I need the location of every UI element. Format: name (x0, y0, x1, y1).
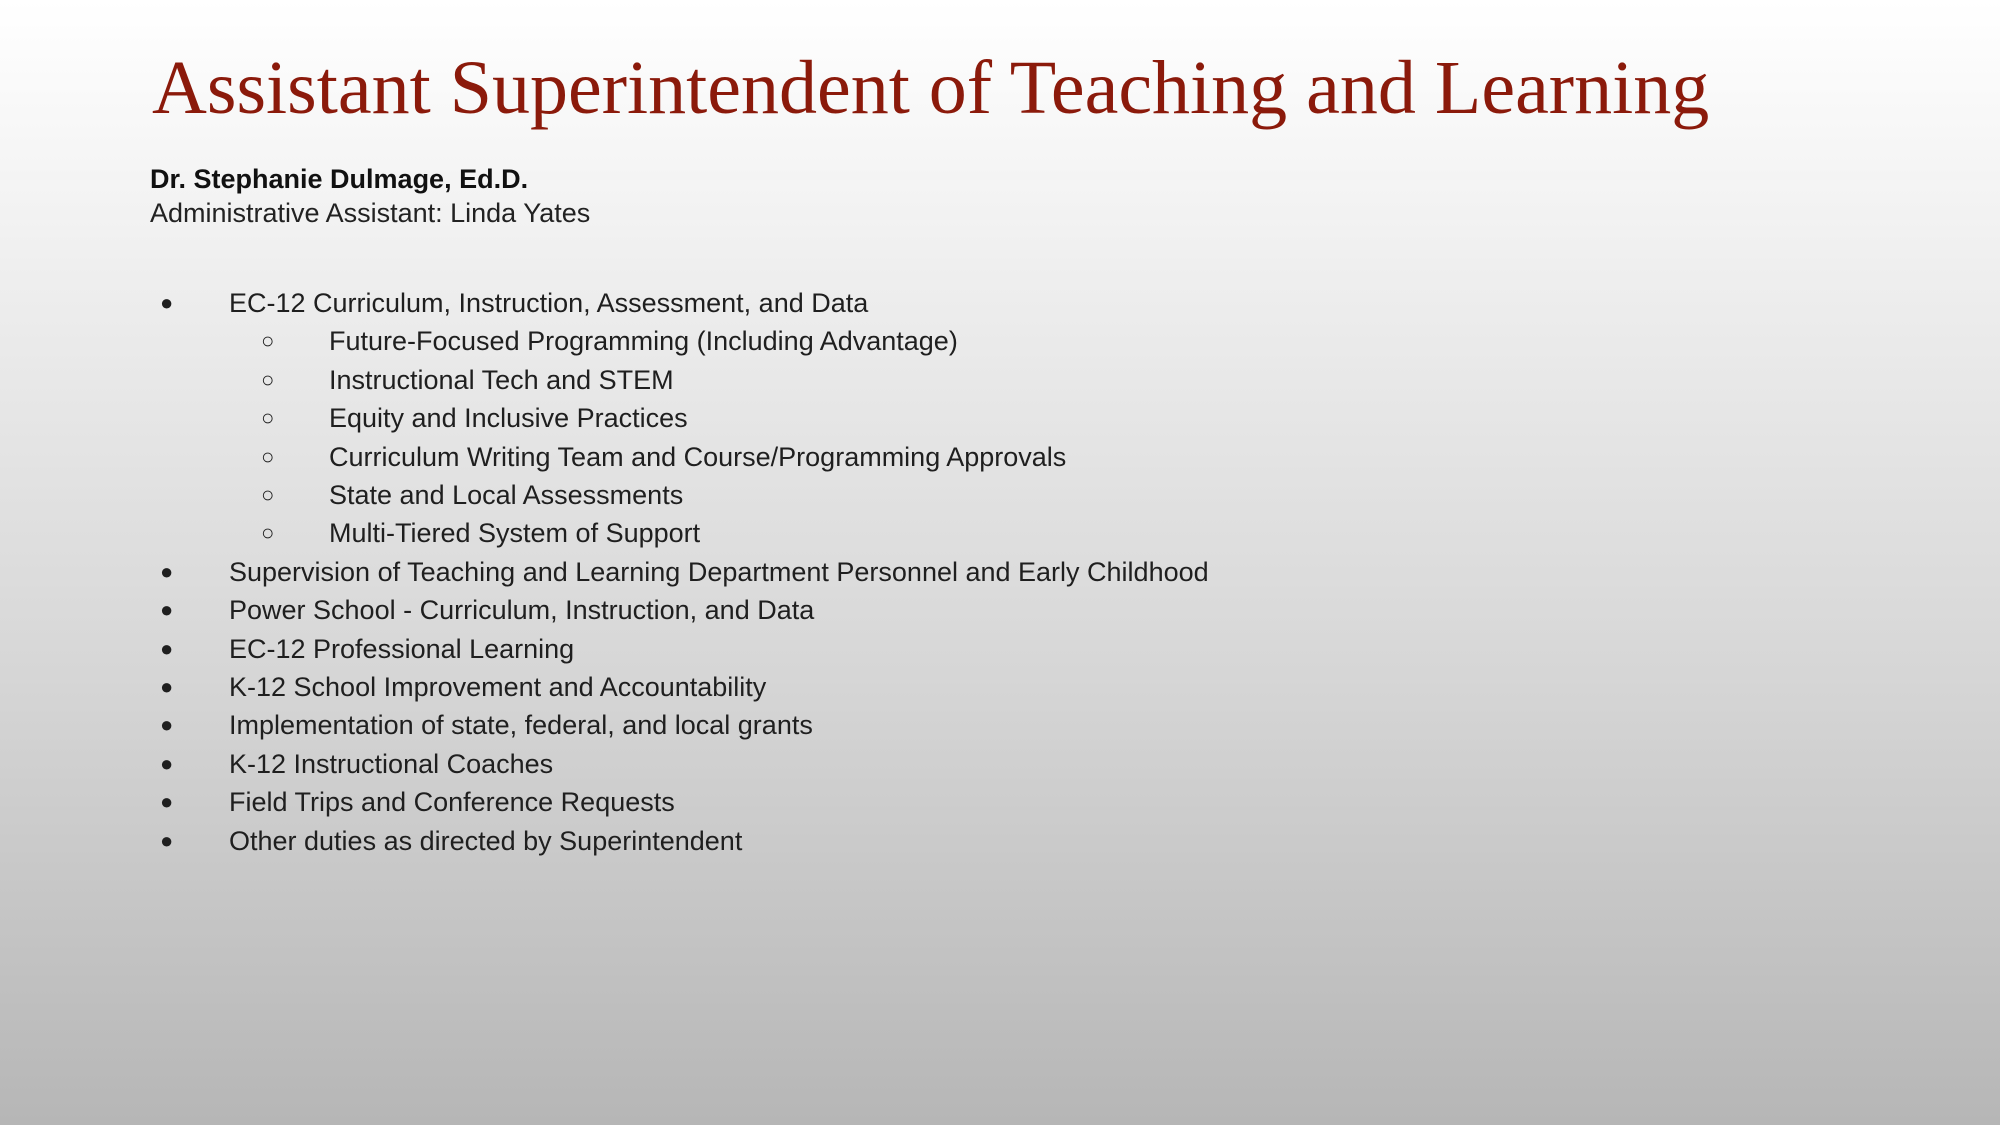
subduty-text: Instructional Tech and STEM (329, 364, 674, 395)
bullet-icon: ● (160, 789, 174, 815)
hollow-bullet-icon: ○ (261, 405, 275, 431)
duty-item (150, 745, 1209, 783)
bullet-icon: ● (160, 827, 174, 853)
hollow-bullet-icon: ○ (261, 328, 275, 354)
duty-item (150, 822, 1209, 860)
duty-text: Power School - Curriculum, Instruction, and Data (229, 595, 815, 626)
subduty-item (229, 514, 1209, 552)
duty-text: Supervision of Teaching and Learning Department Personnel and Early Childhood (229, 556, 1209, 587)
subduty-item (229, 399, 1209, 437)
duty-item (150, 553, 1209, 591)
person-block (150, 162, 590, 230)
duties-list (150, 284, 1209, 860)
bullet-icon: ● (160, 597, 174, 623)
duty-text: Other duties as directed by Superintendent (229, 825, 743, 856)
administrative-assistant: Administrative Assistant: Linda Yates (150, 198, 591, 228)
duty-item (150, 591, 1209, 629)
hollow-bullet-icon: ○ (261, 366, 275, 392)
bullet-icon: ● (160, 750, 174, 776)
duty-text: K-12 School Improvement and Accountability (229, 672, 767, 703)
duty-item (150, 783, 1209, 821)
duty-item (150, 630, 1209, 668)
bullet-icon: ● (160, 635, 174, 661)
subduty-item (229, 476, 1209, 514)
duty-text: EC-12 Curriculum, Instruction, Assessment, and Data (229, 288, 869, 318)
subduty-item (229, 322, 1209, 360)
bullet-icon: ● (160, 558, 174, 584)
subduty-text: Curriculum Writing Team and Course/Programming Approvals (329, 441, 1067, 472)
subduty-item (229, 361, 1209, 399)
subduty-text: Future-Focused Programming (Including Advantage) (329, 326, 958, 357)
subduty-item (229, 438, 1209, 476)
bullet-icon: ● (160, 290, 174, 315)
hollow-bullet-icon: ○ (261, 482, 275, 508)
duty-item (150, 668, 1209, 706)
duty-text: Field Trips and Conference Requests (229, 787, 675, 818)
subduty-text: State and Local Assessments (329, 480, 684, 511)
bullet-icon: ● (160, 674, 174, 700)
hollow-bullet-icon: ○ (261, 443, 275, 469)
subduty-text: Multi-Tiered System of Support (329, 518, 701, 549)
duty-text: K-12 Instructional Coaches (229, 748, 554, 779)
subduty-text: Equity and Inclusive Practices (329, 403, 688, 434)
duty-text: EC-12 Professional Learning (229, 633, 575, 664)
slide-title: Assistant Superintendent of Teaching and Learning (152, 46, 1710, 130)
person-name: Dr. Stephanie Dulmage, Ed.D. (150, 164, 529, 194)
duty-item (150, 284, 1209, 553)
subduties-list (229, 322, 1209, 552)
hollow-bullet-icon: ○ (261, 520, 275, 546)
duty-text: Implementation of state, federal, and local grants (229, 710, 813, 741)
duty-item (150, 706, 1209, 744)
bullet-icon: ● (160, 712, 174, 738)
